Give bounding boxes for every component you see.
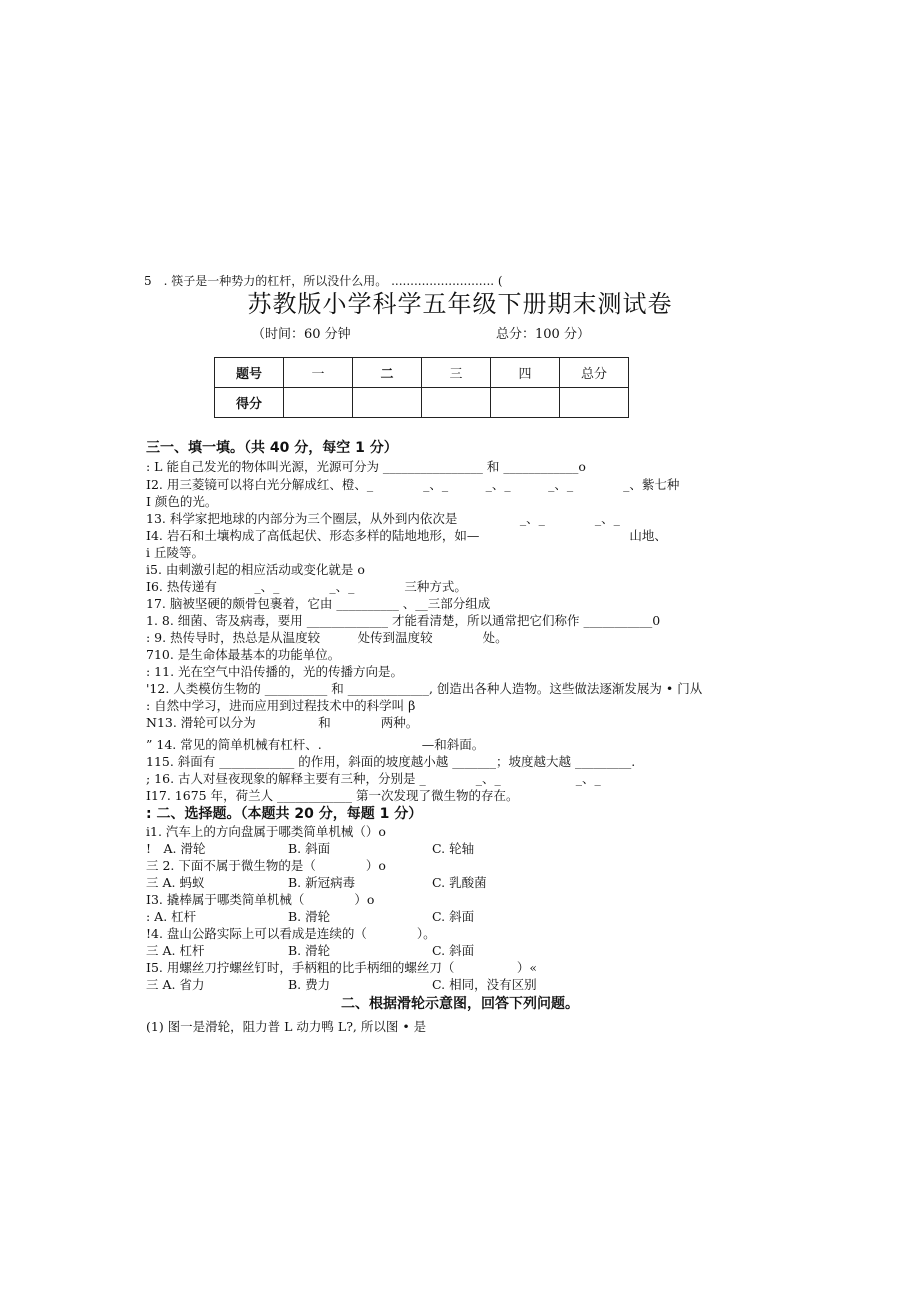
fill-line: I 颜色的光。: [146, 494, 218, 509]
score-header-cell: 三: [422, 358, 491, 388]
choice-option[interactable]: B. 滑轮: [288, 943, 331, 958]
score-input-cell[interactable]: [422, 388, 491, 418]
exam-total-score: 总分：100 分）: [496, 327, 590, 342]
choice-option[interactable]: 三 A. 蚂蚁: [146, 875, 205, 890]
choice-option[interactable]: C. 轮轴: [432, 841, 475, 856]
choice-option[interactable]: 三 A. 杠杆: [146, 943, 205, 958]
score-table-header-row: [215, 358, 629, 388]
score-row-label: 得分: [215, 388, 284, 418]
score-header-cell: 二: [353, 358, 422, 388]
fill-line: ” 14. 常见的简单机械有杠杆、. —和斜面。: [146, 737, 485, 752]
fill-line: i 丘陵等。: [146, 545, 204, 560]
fill-line: I2. 用三菱镜可以将白光分解成红、橙、_ _、_ _、_ _、_ _、紫七种: [146, 477, 680, 492]
choice-question: I3. 撬棒属于哪类简单机械（ ）o: [146, 892, 375, 907]
fill-line: '12. 人类模仿生物的 __________ 和 _____________, 创造出各种人造物。这些做法逐渐发展为 • 门从: [146, 681, 703, 696]
score-header-cell: 四: [491, 358, 560, 388]
pulley-question-line: (1) 图一是滑轮，阻力普 L 动力鸭 L?, 所以图 • 是: [146, 1019, 427, 1034]
choice-option[interactable]: C. 斜面: [432, 943, 475, 958]
choice-option[interactable]: B. 斜面: [288, 841, 331, 856]
section1-heading: 三一、填一填。（共 40 分，每空 1 分）: [146, 440, 398, 456]
fill-line: ; 16. 古人对昼夜现象的解释主要有三种，分别是 _ _、_ _、_: [146, 771, 601, 786]
fill-line: 710. 是生命体最基本的功能单位。: [146, 647, 341, 662]
fill-line: : 11. 光在空气中沿传播的，光的传播方向是。: [146, 664, 404, 679]
fill-line: 17. 脑被坚硬的颇骨包裹着，它由 __________ 、__三部分组成: [146, 596, 491, 611]
fill-line: : 自然中学习，进而应用到过程技术中的科学叫 β: [146, 698, 416, 713]
fill-line: : 9. 热传导时，热总是从温度较 处传到温度较 处。: [146, 630, 508, 645]
exam-time: （时间：60 分钟: [252, 327, 351, 342]
score-header-cell: 总分: [560, 358, 629, 388]
fill-line: 13. 科学家把地球的内部分为三个圈层，从外到内依次是 _、_ _、_: [146, 511, 620, 526]
choice-question: i1. 汽车上的方向盘属于哪类简单机械（）o: [146, 824, 386, 839]
score-table: [214, 357, 629, 418]
stray-question-line: 5 . 筷子是一种势力的杠杆，所以没什么用。 ........................... (: [144, 274, 503, 288]
score-input-cell[interactable]: [353, 388, 422, 418]
score-input-cell[interactable]: [491, 388, 560, 418]
fill-line: I4. 岩石和土壤构成了高低起伏、形态多样的陆地地形，如— 山地、: [146, 528, 667, 543]
choice-question: !4. 盘山公路实际上可以看成是连续的（ ）。: [146, 926, 436, 941]
score-input-cell[interactable]: [560, 388, 629, 418]
choice-option[interactable]: ! A. 滑轮: [146, 841, 206, 856]
fill-line: 115. 斜面有 ____________ 的作用，斜面的坡度越小越 _______；坡度越大越 _________.: [146, 754, 636, 769]
choice-option[interactable]: B. 新冠病毒: [288, 875, 356, 890]
choice-option[interactable]: B. 费力: [288, 977, 331, 992]
choice-option[interactable]: 三 A. 省力: [146, 977, 205, 992]
page-title: 苏教版小学科学五年级下册期末测试卷: [247, 290, 673, 318]
score-table-score-row: [215, 388, 629, 418]
score-input-cell[interactable]: [284, 388, 353, 418]
choice-question: I5. 用螺丝刀拧螺丝钉时，手柄粗的比手柄细的螺丝刀（ ）«: [146, 960, 537, 975]
fill-line: i5. 由刺激引起的相应活动或变化就是 o: [146, 562, 365, 577]
fill-line: I17. 1675 年，荷兰人 ____________ 第一次发现了微生物的存在。: [146, 788, 519, 803]
choice-option[interactable]: C. 斜面: [432, 909, 475, 924]
score-header-cell: 题号: [215, 358, 284, 388]
fill-line: N13. 滑轮可以分为 和 两种。: [146, 715, 419, 730]
fill-line: : L 能自己发光的物体叫光源，光源可分为 ________________ 和 ____________o: [146, 459, 586, 474]
choice-option[interactable]: C. 乳酸菌: [432, 875, 487, 890]
section3-heading: 二、根据滑轮示意图，回答下列问题。: [341, 996, 579, 1012]
fill-line: 1. 8. 细菌、寄及病毒，要用 _____________ 才能看清楚，所以通常把它们称作 ___________0: [146, 613, 661, 628]
choice-question: 三 2. 下面不属于微生物的是（ ）o: [146, 858, 386, 873]
fill-line: I6. 热传递有 _、_ _、_ 三种方式。: [146, 579, 467, 594]
choice-option[interactable]: : A. 杠杆: [146, 909, 197, 924]
score-header-cell: 一: [284, 358, 353, 388]
choice-option[interactable]: C. 相同，没有区别: [432, 977, 537, 992]
section2-heading: : 二、选择题。（本题共 20 分，每题 1 分）: [146, 806, 423, 822]
choice-option[interactable]: B. 滑轮: [288, 909, 331, 924]
